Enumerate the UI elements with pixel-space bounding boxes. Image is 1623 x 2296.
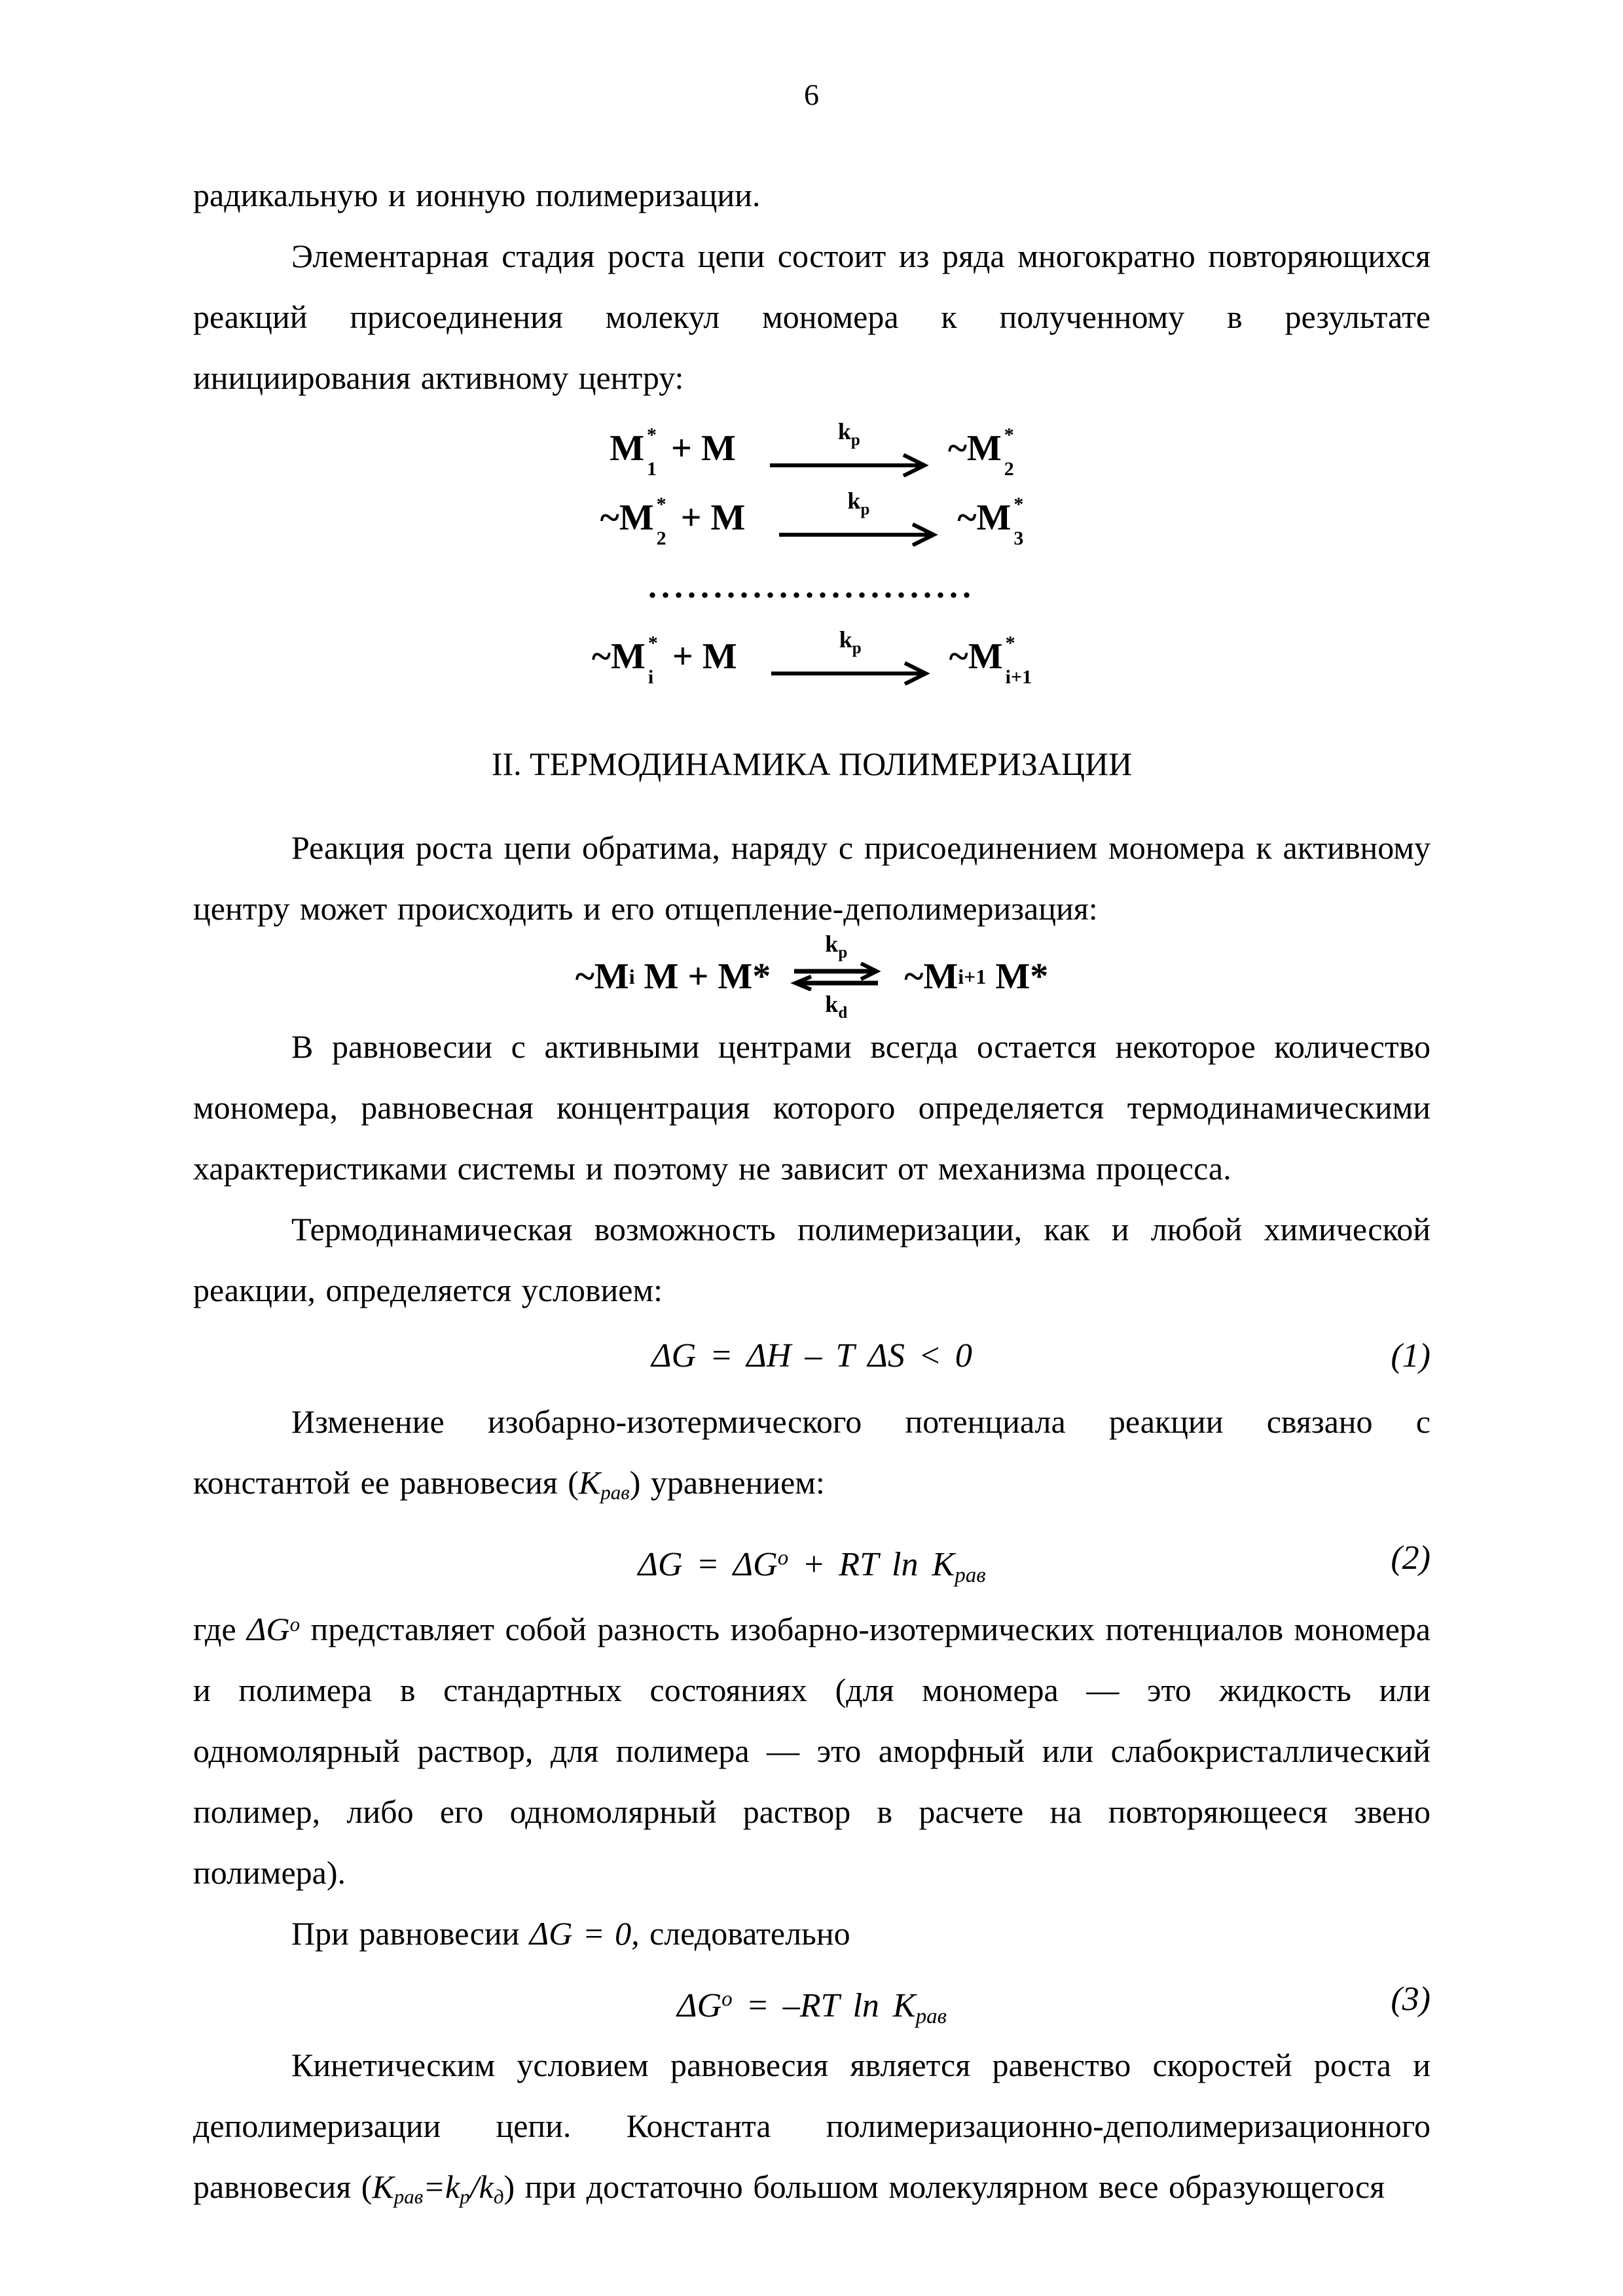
- paragraph-izobarno: [193, 1391, 1431, 1523]
- k-subscript: рав: [955, 1564, 986, 1588]
- delta-g-var: [247, 1611, 300, 1647]
- rate-constant-sub: p: [860, 500, 870, 518]
- slash: /: [469, 2168, 479, 2205]
- delta-g-zero-expression: ΔG = 0,: [529, 1914, 640, 1952]
- chain-symbol: ~M: [904, 956, 958, 997]
- product-symbol: ~M: [949, 636, 1003, 677]
- paragraph-pri-ravnovesii: [193, 1903, 1431, 1964]
- product-symbol: ~M: [957, 497, 1012, 538]
- text-run: Изменение изобарно-изотермического потенциала реакции связано с константой ее равновесия (: [193, 1403, 1431, 1501]
- degree-superscript: o: [777, 1546, 789, 1570]
- rate-constant-sub: p: [852, 639, 862, 657]
- star-superscript: *: [1013, 493, 1024, 515]
- rate-constant: k: [825, 991, 839, 1017]
- product-term: [949, 631, 1032, 688]
- reactant-term: [591, 631, 658, 688]
- text-run: ) при достаточно большом молекулярном весе образующегося: [503, 2168, 1385, 2205]
- index-subscript: 2: [1004, 458, 1014, 480]
- k-symbol: K: [578, 1464, 601, 1501]
- equation-2-number: (2): [1391, 1539, 1431, 1577]
- rate-constant-sub: p: [838, 944, 848, 961]
- kp-symbol: k: [445, 2168, 460, 2205]
- chain-rest: M*: [986, 956, 1049, 997]
- text-run: ) уравнением:: [629, 1464, 825, 1501]
- index-subscript: i: [647, 666, 654, 688]
- chain-index: i: [629, 965, 635, 988]
- index-subscript: 2: [656, 528, 666, 549]
- sup-sub-stack: [1004, 424, 1014, 480]
- reactant-term: [600, 492, 666, 549]
- paragraph-continued: радикальную и ионную полимеризации.: [193, 177, 761, 213]
- rate-constant-label: [839, 628, 862, 656]
- index-subscript: 3: [1013, 528, 1024, 549]
- star-superscript: *: [1005, 632, 1015, 654]
- kd-symbol: k: [479, 2168, 494, 2205]
- paragraph-kinetic-condition: [193, 2035, 1431, 2227]
- equals-sign: =: [423, 2168, 445, 2205]
- text-run: следовательно: [639, 1914, 850, 1952]
- sup-sub-stack: [1005, 632, 1032, 688]
- reactant-symbol: ~M: [600, 497, 654, 538]
- equation-2: [193, 1526, 1431, 1591]
- star-superscript: *: [1004, 424, 1014, 446]
- equilibrium-arrows-icon: [790, 962, 882, 991]
- rate-constant-sub: d: [838, 1003, 848, 1022]
- chain-index: i+1: [958, 965, 987, 988]
- equilibrium-rhs: [904, 958, 1048, 995]
- page-content: [193, 165, 1431, 2227]
- text-run: При равновесии: [291, 1914, 530, 1952]
- degree-superscript: o: [289, 1612, 301, 1636]
- text-run: + RT ln K: [788, 1546, 955, 1584]
- equilibrium-equation: [193, 927, 1431, 1026]
- star-superscript: *: [647, 424, 657, 446]
- right-arrow-icon: [769, 659, 932, 685]
- k-subscript: рав: [600, 1480, 630, 1504]
- product-term: [957, 492, 1024, 549]
- paragraph-reaction-reversible: Реакция роста цепи обратима, наряду с присоединением мономера к активному центру может происходить и его отщепление-деполимеризация:: [193, 829, 1431, 927]
- index-subscript: 1: [647, 458, 657, 480]
- paragraph-equilibrium-monomer: В равновесии с активными центрами всегда остается некоторое количество мономера, равновесная концентрация которого определяется термодинамическими характеристиками системы и поэтому не зависит от механизма процесса.: [193, 1028, 1431, 1187]
- equation-1-body: ΔG = ΔH – T ΔS < 0: [651, 1337, 972, 1374]
- sup-sub-stack: [1013, 493, 1024, 549]
- paragraph-gde-dg: [193, 1594, 1431, 1903]
- chain-symbol: ~M: [575, 956, 629, 997]
- plus-monomer: + M: [671, 428, 736, 469]
- k-equilibrium-var: [578, 1464, 630, 1504]
- reactant-term: [610, 423, 657, 480]
- text-run: = –RT ln K: [732, 1987, 916, 2025]
- equation-3: [193, 1967, 1431, 2032]
- rate-arrow: [769, 628, 932, 685]
- text-run: где: [193, 1610, 247, 1647]
- rate-constant: k: [837, 418, 851, 445]
- rate-constant-label-top: [825, 932, 847, 961]
- rate-constant: k: [847, 488, 861, 514]
- star-superscript: *: [647, 632, 658, 654]
- reactant-symbol: ~M: [591, 636, 646, 677]
- rate-constant-sub: p: [850, 431, 860, 449]
- equation-3-number: (3): [1391, 1980, 1431, 2018]
- right-arrow-icon: [767, 451, 931, 477]
- sup-sub-stack: [647, 424, 657, 480]
- kp-subscript: p: [460, 2185, 470, 2208]
- plus-monomer: + M: [680, 497, 746, 538]
- rate-constant-label: [838, 420, 860, 448]
- plus-monomer: + M: [672, 636, 737, 677]
- right-arrow-icon: [776, 520, 940, 547]
- delta-g-symbol: ΔG: [247, 1610, 290, 1647]
- reaction-step-2: [193, 483, 1431, 552]
- k-subscript: рав: [393, 2185, 424, 2208]
- paragraph-elementary-stage: Элементарная стадия роста цепи состоит из ряда многократно повторяющихся реакций присоединения молекул мономера к полученному в результате инициирования активному центру:: [193, 238, 1431, 396]
- text-run: ΔG: [677, 1987, 722, 2025]
- text-run: Кинетическим условием равновесия является равенство скоростей роста и деполимеризации цепи. Константа полимеризационно-деполимеризационного равновесия (: [193, 2046, 1431, 2205]
- sup-sub-stack: [656, 493, 666, 549]
- page-number: 6: [804, 78, 819, 111]
- rate-constant-label: [847, 489, 869, 518]
- degree-superscript: o: [721, 1987, 733, 2011]
- rate-arrow: [767, 420, 931, 477]
- k-symbol: K: [372, 2168, 394, 2205]
- reactant-symbol: M: [610, 428, 645, 469]
- chain-rest: M + M*: [634, 956, 771, 997]
- chain-growth-scheme: [193, 414, 1431, 691]
- reaction-step-i: [193, 622, 1431, 691]
- text-run: ΔG = ΔG: [638, 1546, 778, 1584]
- equation-2-body: [638, 1546, 986, 1588]
- equation-1-number: (1): [1391, 1337, 1431, 1374]
- rate-arrow: [776, 489, 940, 547]
- sup-sub-stack: [647, 632, 658, 688]
- kd-subscript: д: [493, 2185, 504, 2208]
- equilibrium-arrows: [790, 932, 882, 1021]
- paragraph-thermodynamic-possibility: Термодинамическая возможность полимеризации, как и любой химической реакции, определяется условием:: [193, 1211, 1431, 1308]
- rate-constant: k: [825, 931, 839, 958]
- equilibrium-lhs: [575, 958, 771, 995]
- reaction-step-1: [193, 414, 1431, 483]
- product-term: [947, 423, 1014, 480]
- k-ratio-expression: [372, 2168, 504, 2208]
- rate-constant: k: [839, 626, 852, 653]
- star-superscript: *: [656, 493, 666, 515]
- index-subscript: i+1: [1005, 666, 1032, 688]
- k-subscript: рав: [915, 2005, 947, 2028]
- product-symbol: ~M: [947, 428, 1002, 469]
- text-run: представляет собой разность изобарно-изотермических потенциалов мономера и полимера в стандартных состояниях (для мономера — это жидкость или одномолярный раствор, для полимера — это аморфный или слабокристаллический полимер, либо его одномолярный раствор в расчете на повторяющееся звено полимера).: [193, 1610, 1431, 1891]
- ellipsis-row: .........................: [648, 568, 976, 605]
- section-heading: II. ТЕРМОДИНАМИКА ПОЛИМЕРИЗАЦИИ: [491, 745, 1133, 782]
- equation-1: [193, 1323, 1431, 1389]
- equation-3-body: [677, 1987, 947, 2028]
